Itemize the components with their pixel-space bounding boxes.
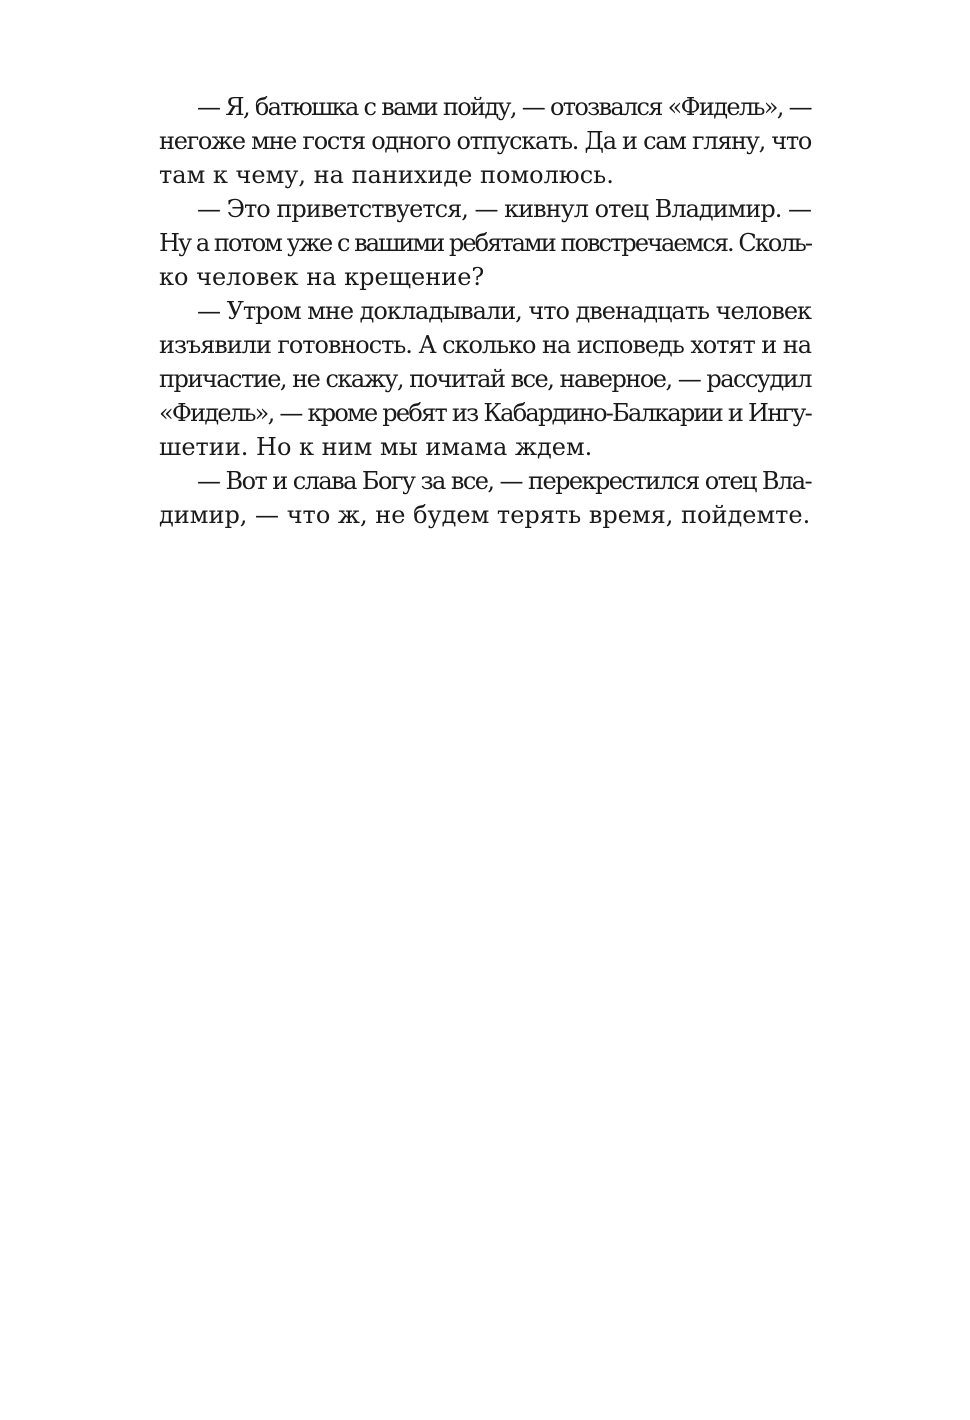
paragraph bbox=[159, 192, 811, 294]
text-line: — Это приветствуется, — кивнул отец Владимир. — bbox=[197, 195, 811, 223]
text-line: — Я, батюшка с вами пойду, — отозвался «Фидель», — bbox=[197, 93, 811, 121]
body-text bbox=[159, 90, 811, 532]
text-line: димир, — что ж, не будем терять время, пойдемте. bbox=[159, 501, 811, 529]
text-line: Ну а потом уже с вашими ребятами повстречаемся. Сколь- bbox=[159, 229, 811, 257]
text-line: изъявили готовность. А сколько на исповедь хотят и на bbox=[159, 331, 812, 359]
text-line: там к чему, на панихиде помолюсь. bbox=[159, 161, 614, 189]
paragraph bbox=[159, 464, 811, 532]
text-line: ко человек на крещение? bbox=[159, 263, 485, 291]
text-line: шетии. Но к ним мы имама ждем. bbox=[159, 433, 593, 461]
text-line: негоже мне гостя одного отпускать. Да и сам гляну, что bbox=[159, 127, 811, 155]
text-line: причастие, не скажу, почитай все, наверное, — рассудил bbox=[159, 365, 811, 393]
text-line: — Вот и слава Богу за все, — перекрестился отец Вла- bbox=[197, 467, 812, 495]
paragraph bbox=[159, 294, 811, 464]
text-line: — Утром мне докладывали, что двенадцать человек bbox=[197, 297, 812, 325]
text-line: «Фидель», — кроме ребят из Кабардино-Балкарии и Ингу- bbox=[159, 399, 811, 427]
paragraph bbox=[159, 90, 811, 192]
